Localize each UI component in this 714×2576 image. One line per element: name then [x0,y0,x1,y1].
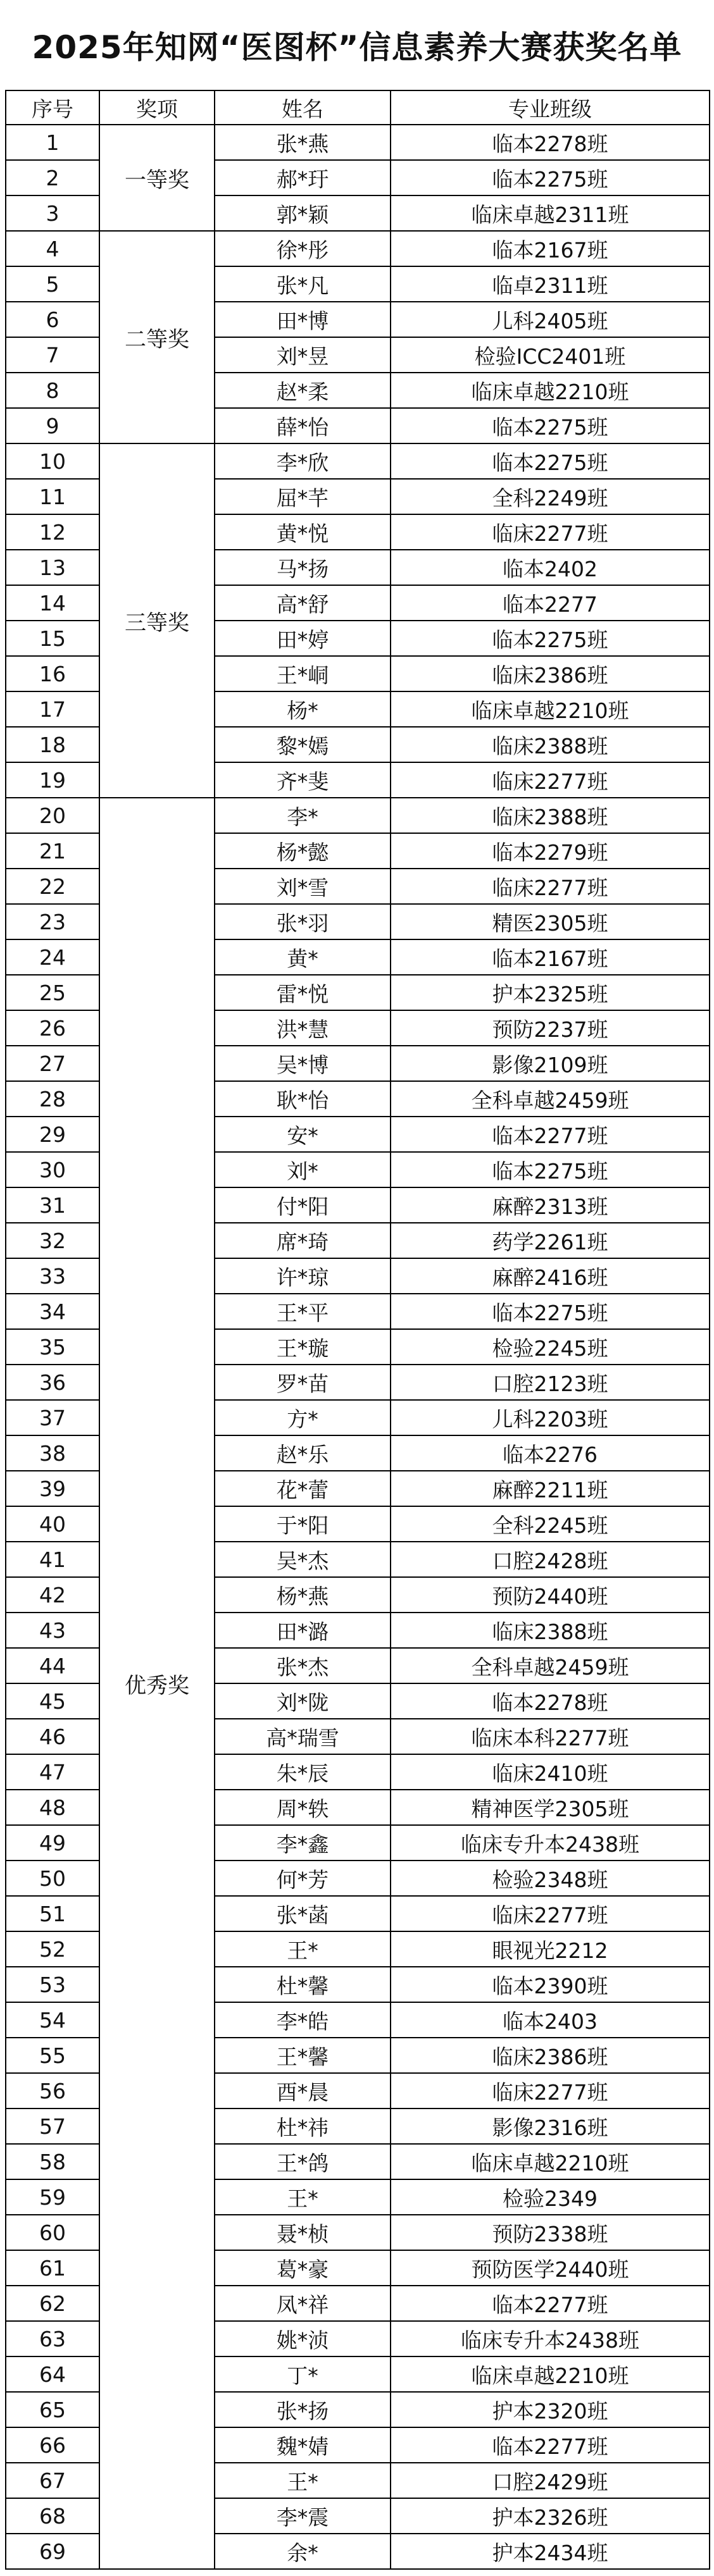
winner-name: 薛*怡 [215,408,391,443]
winner-name: 张*杰 [215,1648,391,1683]
winner-name: 张*扬 [215,2392,391,2427]
major-class: 预防2338班 [391,2215,710,2250]
row-index: 68 [6,2498,99,2534]
row-index: 23 [6,904,99,939]
major-class: 检验ICC2401班 [391,337,710,373]
row-index: 60 [6,2215,99,2250]
major-class: 临床2277班 [391,869,710,904]
row-index: 59 [6,2179,99,2215]
major-class: 麻醉2211班 [391,1471,710,1506]
row-index: 11 [6,479,99,514]
row-index: 6 [6,302,99,337]
table-row [6,443,710,479]
winner-name: 王* [215,1931,391,1967]
row-index: 42 [6,1577,99,1613]
prize-level: 一等奖 [99,125,215,231]
row-index: 64 [6,2356,99,2392]
row-index: 10 [6,443,99,479]
table-row [6,125,710,160]
major-class: 临床2410班 [391,1754,710,1790]
row-index: 58 [6,2144,99,2179]
row-index: 54 [6,2002,99,2038]
winner-name: 张*羽 [215,904,391,939]
row-index: 33 [6,1258,99,1294]
major-class: 药学2261班 [391,1223,710,1258]
major-class: 全科2245班 [391,1506,710,1542]
row-index: 29 [6,1117,99,1152]
winner-name: 王* [215,2463,391,2498]
major-class: 临床卓越2311班 [391,195,710,231]
major-class: 口腔2123班 [391,1365,710,1400]
winner-name: 葛*豪 [215,2250,391,2286]
major-class: 临床2277班 [391,2073,710,2108]
winner-name: 聂*桢 [215,2215,391,2250]
row-index: 16 [6,656,99,691]
major-class: 口腔2428班 [391,1542,710,1577]
major-class: 临本2277班 [391,1117,710,1152]
winner-name: 李*皓 [215,2002,391,2038]
winner-name: 高*舒 [215,585,391,621]
winner-name: 王*璇 [215,1329,391,1365]
major-class: 预防2237班 [391,1010,710,1046]
winner-name: 王* [215,2179,391,2215]
row-index: 21 [6,833,99,869]
winner-name: 杨* [215,691,391,727]
winner-name: 赵*乐 [215,1435,391,1471]
row-index: 61 [6,2250,99,2286]
winner-name: 杜*馨 [215,1967,391,2002]
major-class: 全科卓越2459班 [391,1648,710,1683]
row-index: 30 [6,1152,99,1187]
major-class: 临本2275班 [391,1294,710,1329]
row-index: 69 [6,2534,99,2569]
winner-name: 罗*苗 [215,1365,391,1400]
major-class: 检验2245班 [391,1329,710,1365]
winner-name: 王*峒 [215,656,391,691]
winner-name: 姚*浈 [215,2321,391,2356]
major-class: 临本2403 [391,2002,710,2038]
award-table [5,90,710,2570]
winner-name: 刘* [215,1152,391,1187]
row-index: 7 [6,337,99,373]
header-index: 序号 [6,90,99,125]
row-index: 40 [6,1506,99,1542]
major-class: 临床2386班 [391,656,710,691]
award-table-body [6,125,710,2569]
major-class: 预防医学2440班 [391,2250,710,2286]
major-class: 临床卓越2210班 [391,2356,710,2392]
row-index: 62 [6,2286,99,2321]
winner-name: 黄*悦 [215,514,391,550]
row-index: 38 [6,1435,99,1471]
row-index: 53 [6,1967,99,2002]
winner-name: 赵*柔 [215,373,391,408]
row-index: 56 [6,2073,99,2108]
row-index: 46 [6,1719,99,1754]
major-class: 临床2277班 [391,762,710,798]
header-prize: 奖项 [99,90,215,125]
row-index: 57 [6,2108,99,2144]
major-class: 口腔2429班 [391,2463,710,2498]
winner-name: 田*博 [215,302,391,337]
major-class: 临卓2311班 [391,266,710,302]
row-index: 35 [6,1329,99,1365]
page-title: 2025年知网“医图杯”信息素养大赛获奖名单 [32,29,682,66]
row-index: 32 [6,1223,99,1258]
major-class: 麻醉2313班 [391,1187,710,1223]
row-index: 4 [6,231,99,266]
winner-name: 刘*昱 [215,337,391,373]
winner-name: 许*琼 [215,1258,391,1294]
winner-name: 朱*辰 [215,1754,391,1790]
winner-name: 李*鑫 [215,1825,391,1861]
winner-name: 田*婷 [215,621,391,656]
winner-name: 安* [215,1117,391,1152]
major-class: 临本2275班 [391,408,710,443]
major-class: 临本2277班 [391,2286,710,2321]
row-index: 52 [6,1931,99,1967]
major-class: 临床2386班 [391,2038,710,2073]
table-header-row [6,90,710,125]
row-index: 25 [6,975,99,1010]
winner-name: 丁* [215,2356,391,2392]
row-index: 24 [6,939,99,975]
row-index: 66 [6,2427,99,2463]
row-index: 20 [6,798,99,833]
major-class: 眼视光2212 [391,1931,710,1967]
winner-name: 杨*懿 [215,833,391,869]
winner-name: 张*燕 [215,125,391,160]
winner-name: 付*阳 [215,1187,391,1223]
major-class: 临床2277班 [391,1896,710,1931]
major-class: 精神医学2305班 [391,1790,710,1825]
major-class: 临床专升本2438班 [391,1825,710,1861]
row-index: 3 [6,195,99,231]
row-index: 2 [6,160,99,195]
major-class: 临本2275班 [391,621,710,656]
major-class: 临本2277 [391,585,710,621]
row-index: 44 [6,1648,99,1683]
winner-name: 刘*雪 [215,869,391,904]
winner-name: 花*蕾 [215,1471,391,1506]
row-index: 39 [6,1471,99,1506]
winner-name: 吴*博 [215,1046,391,1081]
row-index: 34 [6,1294,99,1329]
major-class: 临本2167班 [391,231,710,266]
winner-name: 吴*杰 [215,1542,391,1577]
major-class: 临床本科2277班 [391,1719,710,1754]
prize-level: 三等奖 [99,443,215,798]
row-index: 41 [6,1542,99,1577]
major-class: 临床专升本2438班 [391,2321,710,2356]
winner-name: 徐*彤 [215,231,391,266]
row-index: 15 [6,621,99,656]
row-index: 18 [6,727,99,762]
major-class: 临床卓越2210班 [391,373,710,408]
major-class: 儿科2405班 [391,302,710,337]
winner-name: 黄* [215,939,391,975]
major-class: 护本2320班 [391,2392,710,2427]
row-index: 48 [6,1790,99,1825]
major-class: 临本2278班 [391,1683,710,1719]
winner-name: 雷*悦 [215,975,391,1010]
major-class: 临床2277班 [391,514,710,550]
row-index: 8 [6,373,99,408]
prize-level: 二等奖 [99,231,215,443]
winner-name: 方* [215,1400,391,1435]
major-class: 临床卓越2210班 [391,691,710,727]
row-index: 51 [6,1896,99,1931]
major-class: 护本2434班 [391,2534,710,2569]
header-class: 专业班级 [391,90,710,125]
winner-name: 杨*燕 [215,1577,391,1613]
major-class: 儿科2203班 [391,1400,710,1435]
winner-name: 耿*怡 [215,1081,391,1117]
winner-name: 李*欣 [215,443,391,479]
major-class: 临本2278班 [391,125,710,160]
winner-name: 张*菡 [215,1896,391,1931]
winner-name: 田*潞 [215,1613,391,1648]
major-class: 临本2275班 [391,160,710,195]
winner-name: 周*轶 [215,1790,391,1825]
major-class: 临本2275班 [391,443,710,479]
winner-name: 郭*颖 [215,195,391,231]
major-class: 临床2388班 [391,1613,710,1648]
row-index: 43 [6,1613,99,1648]
winner-name: 郝*玗 [215,160,391,195]
winner-name: 于*阳 [215,1506,391,1542]
winner-name: 何*芳 [215,1861,391,1896]
winner-name: 席*琦 [215,1223,391,1258]
row-index: 67 [6,2463,99,2498]
winner-name: 高*瑞雪 [215,1719,391,1754]
major-class: 临本2390班 [391,1967,710,2002]
row-index: 50 [6,1861,99,1896]
major-class: 临本2167班 [391,939,710,975]
winner-name: 黎*嫣 [215,727,391,762]
winner-name: 李* [215,798,391,833]
major-class: 临本2277班 [391,2427,710,2463]
header-name: 姓名 [215,90,391,125]
major-class: 精医2305班 [391,904,710,939]
major-class: 护本2326班 [391,2498,710,2534]
row-index: 1 [6,125,99,160]
row-index: 31 [6,1187,99,1223]
major-class: 临床卓越2210班 [391,2144,710,2179]
winner-name: 马*扬 [215,550,391,585]
winner-name: 齐*斐 [215,762,391,798]
winner-name: 魏*婧 [215,2427,391,2463]
table-row [6,231,710,266]
winner-name: 刘*陇 [215,1683,391,1719]
major-class: 影像2109班 [391,1046,710,1081]
row-index: 63 [6,2321,99,2356]
major-class: 临床2388班 [391,798,710,833]
major-class: 临本2279班 [391,833,710,869]
row-index: 12 [6,514,99,550]
row-index: 26 [6,1010,99,1046]
row-index: 55 [6,2038,99,2073]
row-index: 13 [6,550,99,585]
row-index: 19 [6,762,99,798]
winner-name: 洪*慧 [215,1010,391,1046]
major-class: 全科2249班 [391,479,710,514]
row-index: 14 [6,585,99,621]
winner-name: 余* [215,2534,391,2569]
row-index: 5 [6,266,99,302]
winner-name: 酉*晨 [215,2073,391,2108]
prize-level: 优秀奖 [99,798,215,2569]
row-index: 27 [6,1046,99,1081]
winner-name: 李*震 [215,2498,391,2534]
row-index: 36 [6,1365,99,1400]
major-class: 临床2388班 [391,727,710,762]
row-index: 28 [6,1081,99,1117]
table-row [6,798,710,833]
winner-name: 屈*芊 [215,479,391,514]
row-index: 49 [6,1825,99,1861]
row-index: 37 [6,1400,99,1435]
major-class: 检验2349 [391,2179,710,2215]
major-class: 临本2276 [391,1435,710,1471]
major-class: 麻醉2416班 [391,1258,710,1294]
winner-name: 杜*祎 [215,2108,391,2144]
major-class: 临本2275班 [391,1152,710,1187]
row-index: 22 [6,869,99,904]
row-index: 65 [6,2392,99,2427]
major-class: 影像2316班 [391,2108,710,2144]
row-index: 17 [6,691,99,727]
major-class: 预防2440班 [391,1577,710,1613]
major-class: 护本2325班 [391,975,710,1010]
winner-name: 王*平 [215,1294,391,1329]
major-class: 检验2348班 [391,1861,710,1896]
major-class: 全科卓越2459班 [391,1081,710,1117]
winner-name: 凤*祥 [215,2286,391,2321]
winner-name: 王*鸽 [215,2144,391,2179]
row-index: 47 [6,1754,99,1790]
winner-name: 王*馨 [215,2038,391,2073]
major-class: 临本2402 [391,550,710,585]
row-index: 9 [6,408,99,443]
row-index: 45 [6,1683,99,1719]
winner-name: 张*凡 [215,266,391,302]
